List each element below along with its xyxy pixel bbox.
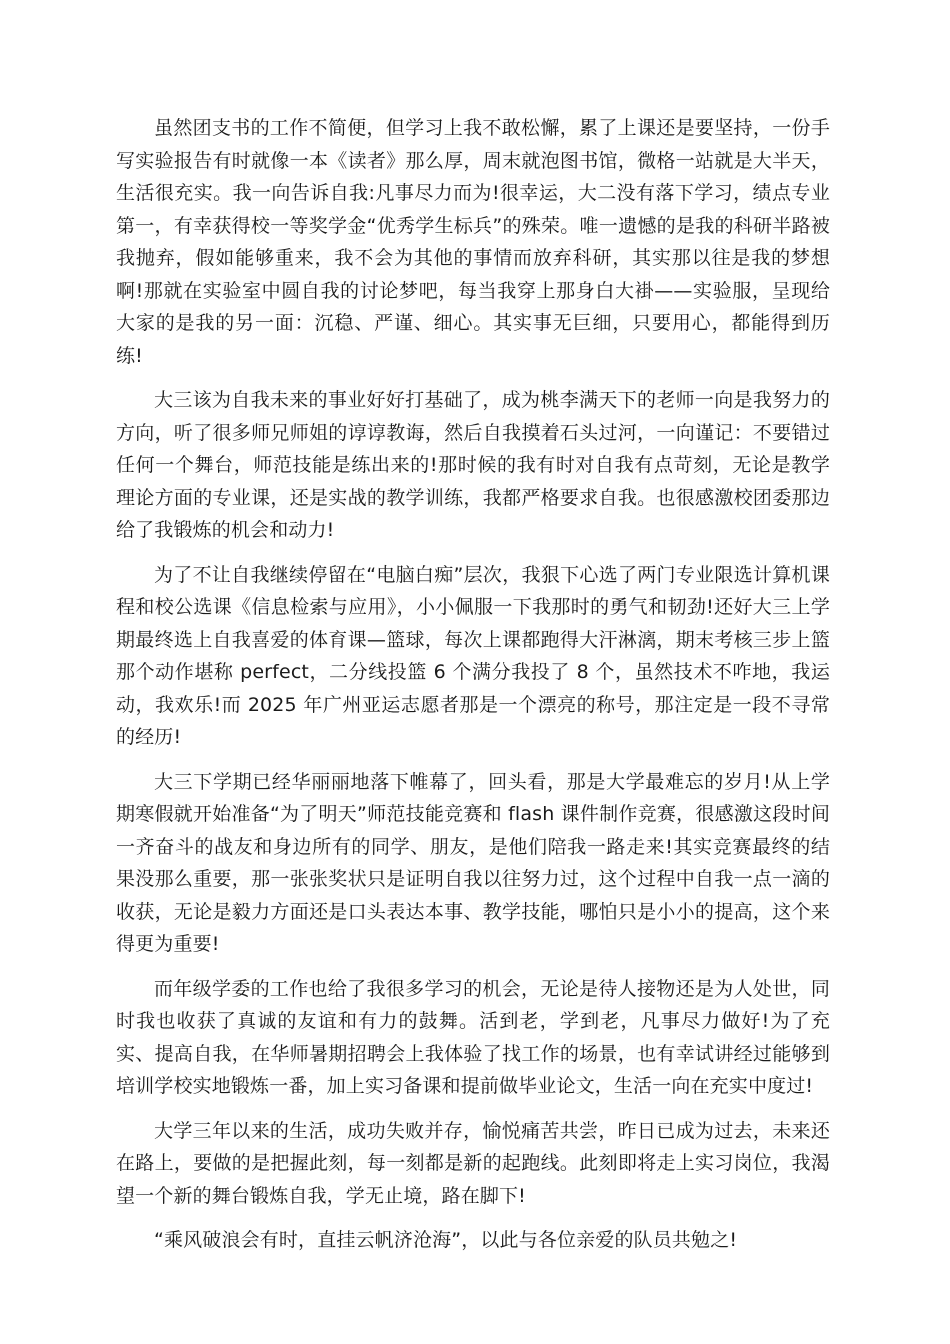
paragraph-2: 大三该为自我未来的事业好好打基础了，成为桃李满天下的老师一向是我努力的方向，听了很多师兄师姐的谆谆教诲，然后自我摸着石头过河，一向谨记：不要错过任何一个舞台，师范技能是练出来的!那时候的我有时对自我有点苛刻，无论是教学理论方面的专业课，还是实战的教学训练，我都严格要求自我。也很感激校团委那边给了我锻炼的机会和动力! (116, 389, 830, 541)
paragraph-3: 为了不让自我继续停留在“电脑白痴”层次，我狠下心选了两门专业限选计算机课程和校公选课《信息检索与应用》，小小佩服一下我那时的勇气和韧劲!还好大三上学期最终选上自我喜爱的体育课—篮球，每次上课都跑得大汗淋漓，期末考核三步上篮那个动作堪称 perfect，二分线投篮 6 个满分我投了 8 个，虽然技术不咋地，我运动，我欢乐!而 2025 年广州亚运志愿者那是一个漂亮的称号，那注定是一段不寻常的经历! (116, 563, 830, 748)
paragraph-5: 而年级学委的工作也给了我很多学习的机会，无论是待人接物还是为人处世，同时我也收获了真诚的友谊和有力的鼓舞。活到老，学到老，凡事尽力做好!为了充实、提高自我，在华师暑期招聘会上我体验了找工作的场景，也有幸试讲经过能够到培训学校实地锻炼一番，加上实习备课和提前做毕业论文，生活一向在充实中度过! (116, 977, 830, 1097)
paragraph-6: 大学三年以来的生活，成功失败并存，愉悦痛苦共尝，昨日已成为过去，未来还在路上，要做的是把握此刻，每一刻都是新的起跑线。此刻即将走上实习岗位，我渴望一个新的舞台锻炼自我，学无止境，路在脚下! (116, 1119, 830, 1207)
paragraph-7: “乘风破浪会有时，直挂云帆济沧海”，以此与各位亲爱的队员共勉之! (154, 1229, 738, 1251)
paragraph-1: 虽然团支书的工作不简便，但学习上我不敢松懈，累了上课还是要坚持，一份手写实验报告有时就像一本《读者》那么厚，周末就泡图书馆，微格一站就是大半天，生活很充实。我一向告诉自我:凡事尽力而为!很幸运，大二没有落下学习，绩点专业第一，有幸获得校一等奖学金“优秀学生标兵”的殊荣。唯一遗憾的是我的科研半路被我抛弃，假如能够重来，我不会为其他的事情而放弃科研，其实那以往是我的梦想啊!那就在实验室中圆自我的讨论梦吧，每当我穿上那身白大褂——实验服，呈现给大家的是我的另一面：沉稳、严谨、细心。其实事无巨细，只要用心，都能得到历练! (116, 117, 830, 367)
paragraph-4: 大三下学期已经华丽丽地落下帷幕了，回头看，那是大学最难忘的岁月!从上学期寒假就开始准备“为了明天”师范技能竞赛和 flash 课件制作竞赛，很感激这段时间一齐奋斗的战友和身边所有的同学、朋友，是他们陪我一路走来!其实竞赛最终的结果没那么重要，那一张张奖状只是证明自我以往努力过，这个过程中自我一点一滴的收获，无论是毅力方面还是口头表达本事、教学技能，哪怕只是小小的提高，这个来得更为重要! (116, 770, 830, 955)
document-body (116, 112, 830, 1257)
